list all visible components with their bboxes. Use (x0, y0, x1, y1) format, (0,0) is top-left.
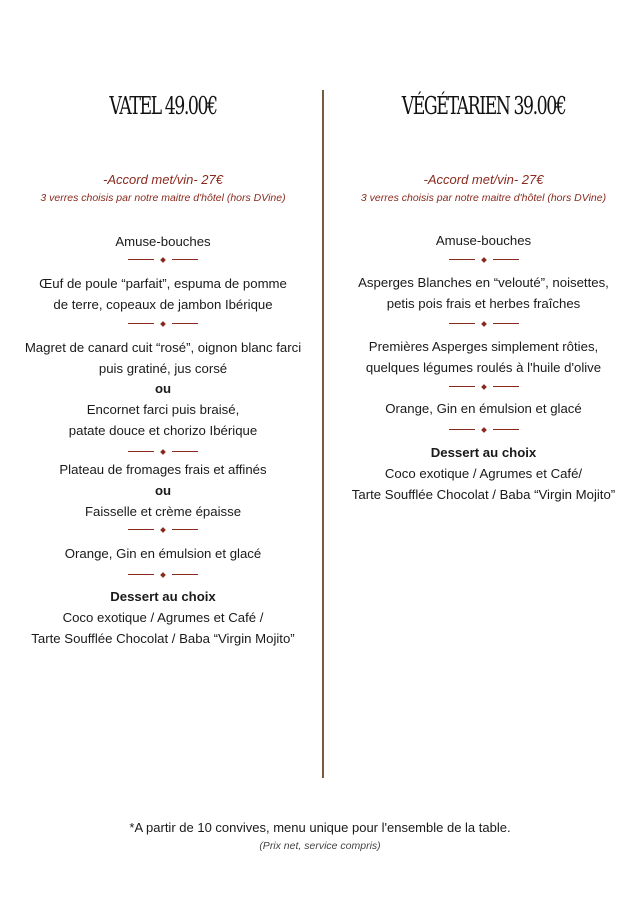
wine-pairing-note: 3 verres choisis par notre maitre d'hôtel (hors DVine) (40, 192, 286, 204)
menu-title: VATEL 49.00€ (109, 92, 217, 120)
ornament-separator (449, 320, 519, 328)
course-item: Encornet farci puis braisé, (86, 402, 240, 417)
dessert-item: Coco exotique / Agrumes et Café / (62, 610, 264, 625)
wine-pairing-note: 3 verres choisis par notre maitre d'hôtel (hors DVine) (360, 192, 607, 204)
price-note: (Prix net, service compris) (259, 840, 381, 852)
or-label: ou (154, 483, 172, 498)
wine-pairing: -Accord met/vin- 27€ (423, 172, 544, 187)
amuse-bouches: Amuse-bouches (435, 233, 532, 248)
course-item: Asperges Blanches en “velouté”, noisettes, (358, 275, 609, 290)
dessert-item: Coco exotique / Agrumes et Café/ (384, 466, 583, 481)
menu-title: VÉGÉTARIEN 39.00€ (401, 92, 566, 120)
ornament-separator (449, 383, 519, 391)
wine-pairing: -Accord met/vin- 27€ (103, 172, 223, 187)
group-footnote: *A partir de 10 convives, menu unique pour l'ensemble de la table. (129, 820, 511, 835)
dessert-item: Tarte Soufflée Chocolat / Baba “Virgin Mojito” (351, 487, 616, 502)
ornament-separator (449, 256, 519, 264)
course-item: patate douce et chorizo Ibérique (68, 423, 258, 438)
ornament-separator (128, 448, 198, 456)
amuse-bouches: Amuse-bouches (115, 234, 211, 249)
course-item: Orange, Gin en émulsion et glacé (64, 546, 262, 561)
course-item: de terre, copeaux de jambon Ibérique (53, 297, 273, 312)
course-item: Orange, Gin en émulsion et glacé (385, 401, 582, 416)
or-label: ou (154, 381, 172, 396)
course-item: petis pois frais et herbes fraîches (386, 296, 581, 311)
course-item: Plateau de fromages frais et affinés (59, 462, 267, 477)
dessert-title: Dessert au choix (110, 589, 216, 604)
ornament-separator (128, 571, 198, 579)
dessert-item: Tarte Soufflée Chocolat / Baba “Virgin Mojito” (31, 631, 295, 646)
course-item: Faisselle et crème épaisse (84, 504, 242, 519)
course-item: Premières Asperges simplement rôties, (368, 339, 599, 354)
course-item: puis gratiné, jus corsé (98, 361, 228, 376)
ornament-separator (449, 426, 519, 434)
course-item: Magret de canard cuit “rosé”, oignon blanc farci (24, 340, 302, 355)
course-item: quelques légumes roulés à l'huile d'olive (365, 360, 602, 375)
ornament-separator (128, 320, 198, 328)
ornament-separator (128, 526, 198, 534)
dessert-title: Dessert au choix (430, 445, 537, 460)
course-item: Œuf de poule “parfait”, espuma de pomme (39, 276, 287, 291)
ornament-separator (128, 256, 198, 264)
